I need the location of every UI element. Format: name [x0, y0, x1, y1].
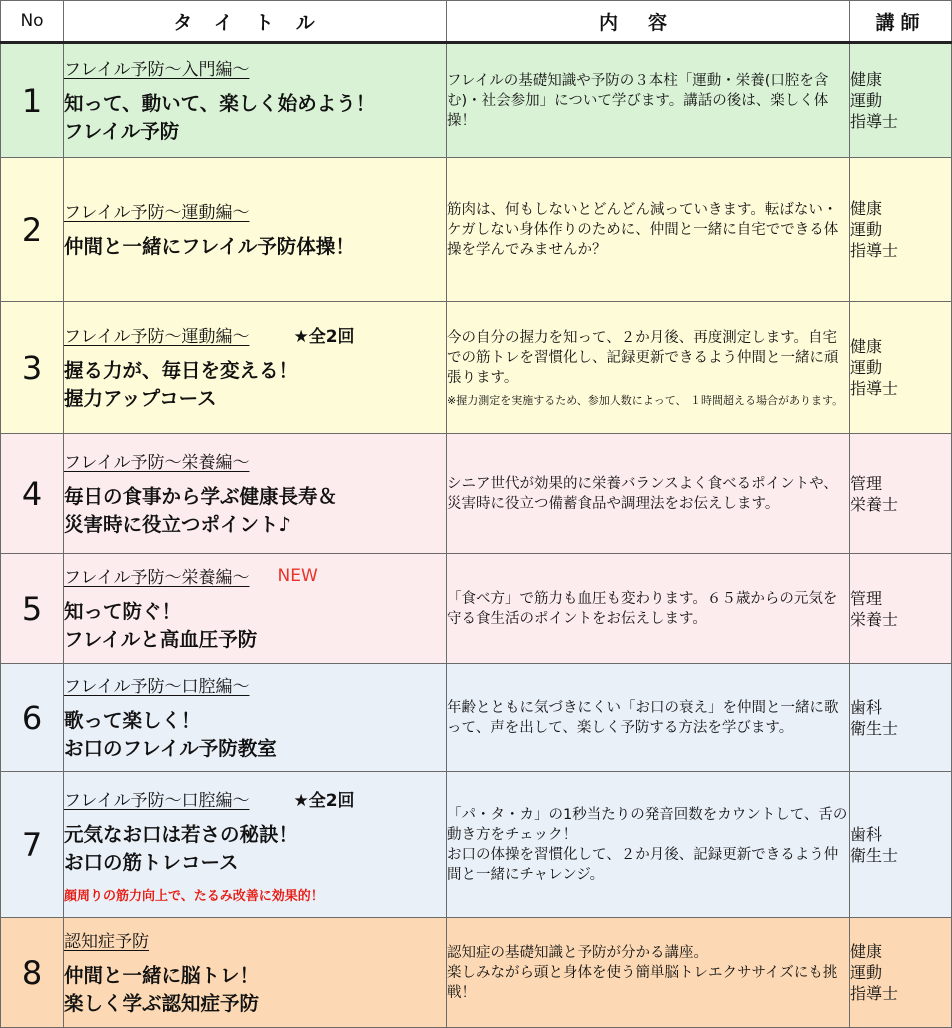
header-content: 内容 [447, 1, 850, 43]
title-cell [64, 664, 447, 772]
teacher-cell: 歯科 衛生士 [850, 772, 952, 918]
course-content: 筋肉は、何もしないとどんどん減っていきます。転ばない・ケガしない身体作りのために、仲間と一緒に自宅でできる体操を学んでみませんか？ [447, 201, 839, 258]
teacher-cell: 管理 栄養士 [850, 434, 952, 554]
content-cell [447, 302, 850, 434]
title-cell [64, 772, 447, 918]
content-cell [447, 43, 850, 158]
content-cell [447, 772, 850, 918]
title-cell [64, 302, 447, 434]
content-cell [447, 918, 850, 1028]
course-subtitle: フレイル予防～入門編～ [64, 60, 250, 80]
table-row [1, 158, 952, 302]
sessions-badge: ★全2回 [293, 790, 355, 811]
content-cell [447, 434, 850, 554]
content-note: ※握力測定を実施するため、参加人数によって、 １時間超える場合があります。 [447, 393, 844, 407]
course-content: 年齢とともに気づきにくい「お口の衰え」を仲間と一緒に歌って、声を出して、楽しく予防する方法を学びます。 [447, 699, 839, 736]
course-subtitle: フレイル予防～口腔編～ [64, 677, 250, 697]
course-subtitle: フレイル予防～口腔編～ [64, 790, 250, 811]
table-row [1, 434, 952, 554]
table-row [1, 772, 952, 918]
teacher-cell: 管理 栄養士 [850, 554, 952, 664]
course-content: 今の自分の握力を知って、２か月後、再度測定します。自宅での筋トレを習慣化し、記録更新できるよう仲間と一緒に頑張ります。 [447, 329, 839, 386]
new-badge: NEW [277, 565, 318, 586]
table-row [1, 554, 952, 664]
title-cell [64, 554, 447, 664]
course-subtitle: フレイル予防～栄養編～ [64, 453, 250, 473]
course-subtitle: フレイル予防～栄養編～ [64, 568, 250, 588]
row-number: 8 [1, 918, 64, 1028]
row-number: 1 [1, 43, 64, 158]
table-row [1, 43, 952, 158]
course-title: 元気なお口は若さの秘訣！ お口の筋トレコース [64, 822, 299, 874]
title-cell [64, 918, 447, 1028]
content-cell [447, 664, 850, 772]
row-number: 5 [1, 554, 64, 664]
table-header-row [1, 1, 952, 43]
title-cell [64, 158, 447, 302]
course-title: 握る力が、毎日を変える！ 握力アップコース [64, 359, 299, 410]
table-row [1, 918, 952, 1028]
course-title: 歌って楽しく！ お口のフレイル予防教室 [64, 709, 277, 760]
teacher-cell: 健康 運動 指導士 [850, 158, 952, 302]
table-row [1, 664, 952, 772]
course-content: 認知症の基礎知識と予防が分かる講座。 楽しみながら頭と身体を使う簡単脳トレエクササイズにも挑戦！ [447, 944, 838, 1001]
header-no: No [1, 1, 64, 43]
row-number: 2 [1, 158, 64, 302]
course-content: フレイルの基礎知識や予防の３本柱「運動・栄養(口腔を含む)・社会参加」について学びます。講話の後は、楽しく体操！ [447, 72, 829, 129]
course-subtitle: フレイル予防～運動編～ [64, 203, 250, 223]
header-teacher: 講師 [850, 1, 952, 43]
row-number: 7 [1, 772, 64, 918]
course-content: 「パ・タ・カ」の1秒当たりの発音回数をカウントして、舌の動き方をチェック！ お口の体操を習慣化して、２か月後、記録更新できるよう仲間と一緒にチャレンジ。 [447, 806, 848, 883]
course-title: 知って、動いて、楽しく始めよう！ フレイル予防 [64, 92, 376, 143]
row-number: 4 [1, 434, 64, 554]
teacher-cell: 健康 運動 指導士 [850, 43, 952, 158]
sessions-badge: ★全2回 [293, 327, 355, 347]
header-title: タイトル [64, 1, 447, 43]
content-cell [447, 158, 850, 302]
teacher-cell: 健康 運動 指導士 [850, 918, 952, 1028]
course-content: 「食べ方」で筋力も血圧も変わります。６５歳からの元気を守る食生活のポイントをお伝えします。 [447, 590, 838, 627]
course-subtitle: 認知症予防 [64, 932, 149, 952]
course-title: 知って防ぐ！ フレイルと高血圧予防 [64, 600, 258, 651]
title-cell [64, 43, 447, 158]
teacher-cell: 健康 運動 指導士 [850, 302, 952, 434]
row-number: 3 [1, 302, 64, 434]
content-cell [447, 554, 850, 664]
course-highlight-note: 顔周りの筋力向上で、たるみ改善に効果的！ [64, 888, 324, 904]
row-number: 6 [1, 664, 64, 772]
course-content: シニア世代が効果的に栄養バランスよく食べるポイントや、災害時に役立つ備蓄食品や調理法をお伝えします。 [447, 475, 838, 512]
title-cell [64, 434, 447, 554]
course-subtitle: フレイル予防～運動編～ [64, 327, 250, 347]
course-title: 仲間と一緒にフレイル予防体操！ [64, 235, 355, 258]
table-row [1, 302, 952, 434]
course-title: 仲間と一緒に脳トレ！ 楽しく学ぶ認知症予防 [64, 964, 260, 1015]
teacher-cell: 歯科 衛生士 [850, 664, 952, 772]
course-title: 毎日の食事から学ぶ健康長寿＆ 災害時に役立つポイント♪ [64, 485, 338, 536]
